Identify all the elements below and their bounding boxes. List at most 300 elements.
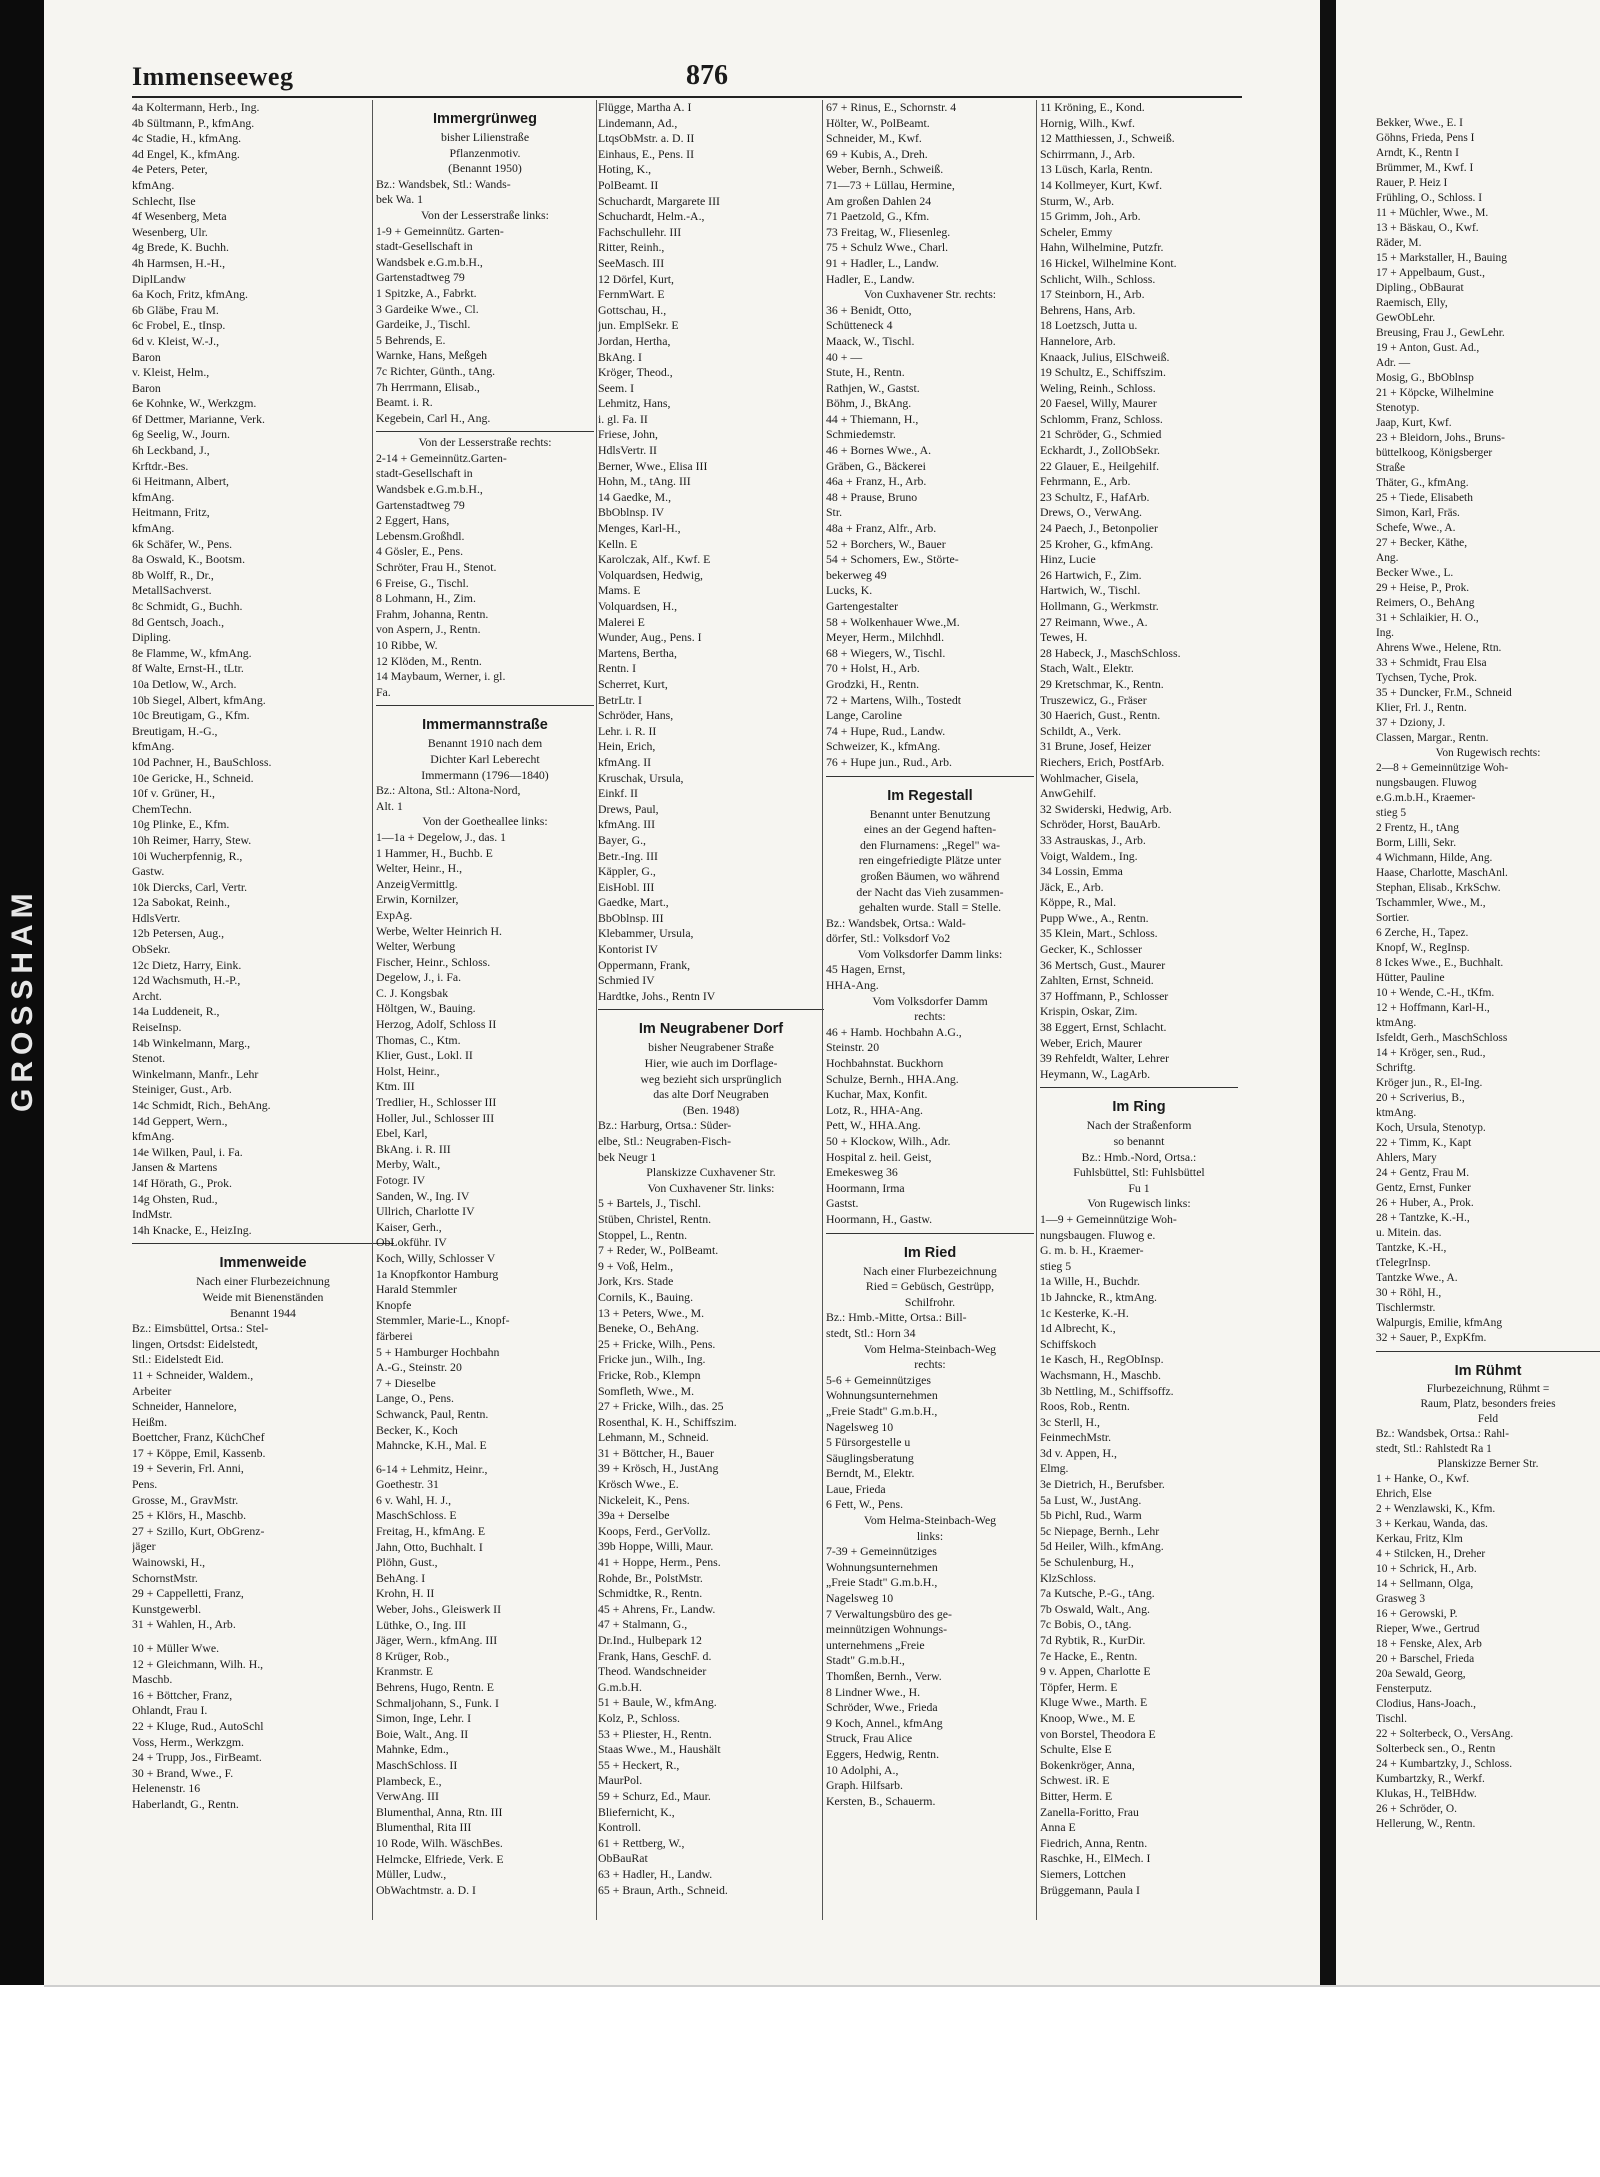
directory-entry: 11 + Schneider, Waldem., [132, 1367, 254, 1382]
directory-entry: 70 + Holst, H., Arb. [826, 661, 920, 676]
directory-entry: Ullrich, Charlotte IV [376, 1204, 475, 1219]
directory-entry: Ang. [1376, 552, 1399, 564]
directory-entry: Gartengestalter [826, 599, 899, 613]
directory-entry: Wainowski, H., [132, 1555, 206, 1570]
directory-entry: Welter, Heinr., H., [376, 861, 463, 876]
directory-entry: Bz.: Wandsbek, Ortsa.: Rahl- [1376, 1428, 1510, 1440]
street-heading: Im Rühmt [1454, 1363, 1522, 1379]
directory-entry: Archt. [132, 988, 162, 1003]
column-4 [826, 100, 1034, 1920]
directory-entry: Gaedke, Mart., [598, 895, 669, 910]
directory-entry: 5d Heiler, Wilh., kfmAng. [1040, 1539, 1164, 1554]
directory-entry: ObWachtmstr. a. D. I [376, 1882, 476, 1897]
directory-entry: 36 + Benidt, Otto, [826, 302, 912, 317]
street-note: Von der Goetheallee links: [422, 814, 548, 829]
directory-entry: Breusing, Frau J., GewLehr. [1376, 327, 1505, 339]
column-3 [598, 100, 824, 1920]
directory-entry: Hollmann, G., Werkmstr. [1040, 599, 1159, 613]
directory-entry: 3e Dietrich, H., Berufsber. [1040, 1477, 1165, 1492]
directory-entry: Steiniger, Gust., Arb. [132, 1082, 232, 1097]
directory-entry: 8c Schmidt, G., Buchh. [132, 599, 243, 613]
directory-entry: Nagelsweg 10 [826, 1591, 894, 1606]
directory-entry: Schuchardt, Margarete III [598, 193, 720, 208]
directory-entry: Heitmann, Fritz, [132, 505, 210, 520]
directory-entry: Pett, W., HHA.Ang. [826, 1118, 921, 1133]
column-divider [1036, 100, 1037, 1920]
column-5 [1040, 100, 1238, 1920]
directory-entry: 1b Jahncke, R., ktmAng. [1040, 1289, 1157, 1304]
directory-entry: FeinmechMstr. [1040, 1430, 1112, 1445]
directory-entry: Meyer, Herm., Milchhdl. [826, 630, 945, 645]
directory-entry: 19 + Severin, Frl. Anni, [132, 1461, 244, 1476]
directory-entry: Ing. [1376, 627, 1395, 639]
directory-entry: 18 Loetzsch, Jutta u. [1040, 318, 1138, 333]
directory-entry: Lucks, K. [826, 583, 873, 598]
directory-entry: 21 Schröder, G., Schmied [1040, 427, 1162, 442]
directory-entry: Malerei E [598, 614, 645, 629]
directory-entry: 19 Schultz, E., Schiffszim. [1040, 365, 1166, 380]
directory-entry: Gentz, Ernst, Funker [1376, 1182, 1471, 1194]
directory-entry: 6d v. Kleist, W.-J., [132, 333, 220, 348]
directory-entry: u. Mitein. das. [1376, 1227, 1442, 1239]
directory-entry: 39a + Derselbe [598, 1508, 670, 1523]
directory-entry: Tantzke Wwe., A. [1376, 1272, 1458, 1284]
directory-entry: Frahm, Johanna, Rentn. [376, 606, 489, 621]
directory-entry: 10 Rode, Wilh. WäschBes. [376, 1835, 503, 1850]
directory-entry: stieg 5 [1376, 807, 1407, 819]
directory-entry: Schneider, Hannelore, [132, 1399, 237, 1414]
directory-entry: 7c Bobis, O., tAng. [1040, 1617, 1132, 1632]
directory-entry: Fricke jun., Wilh., Ing. [598, 1352, 706, 1367]
directory-entry: 53 + Pliester, H., Rentn. [598, 1726, 712, 1741]
directory-entry: HdlsVertr. II [598, 443, 657, 458]
directory-entry: Gartenstadtweg 79 [376, 270, 465, 285]
directory-entry: Schröter, Frau H., Stenot. [376, 560, 497, 575]
directory-entry: BbOblnsp. III [598, 910, 664, 925]
directory-entry: Berndt, M., Elektr. [826, 1466, 915, 1481]
directory-entry: „Freie Stadt" G.m.b.H., [826, 1575, 938, 1590]
directory-entry: Fachschullehr. III [598, 224, 682, 239]
directory-entry: 6g Seelig, W., Journ. [132, 427, 230, 442]
directory-entry: ObLokführ. IV [376, 1235, 447, 1250]
directory-entry: 55 + Heckert, R., [598, 1757, 680, 1772]
directory-entry: 6 v. Wahl, H. J., [376, 1492, 452, 1507]
directory-entry: BkAng. i. R. III [376, 1141, 451, 1156]
directory-entry: 1a Wille, H., Buchdr. [1040, 1274, 1140, 1289]
directory-entry: 32 Swiderski, Hedwig, Arb. [1040, 801, 1172, 816]
directory-entry: kfmAng. [132, 177, 175, 192]
directory-entry: Haase, Charlotte, MaschAnl. [1376, 867, 1508, 879]
directory-entry: C. J. Kongsbak [376, 985, 449, 1000]
directory-entry: LtqsObMstr. a. D. II [598, 131, 695, 146]
directory-entry: 8 Lindner Wwe., H. [826, 1684, 921, 1699]
directory-entry: 35 + Duncker, Fr.M., Schneid [1376, 687, 1512, 699]
directory-entry: 17 + Köppe, Emil, Kassenb. [132, 1445, 266, 1460]
directory-entry: 28 + Tantzke, K.-H., [1376, 1212, 1470, 1224]
directory-entry: Erwin, Kornilzer, [376, 892, 459, 907]
directory-entry: Kolz, P., Schloss. [598, 1710, 680, 1725]
directory-entry: FernmWart. E [598, 287, 665, 302]
street-heading: Immermannstraße [422, 717, 548, 734]
directory-entry: Frühling, O., Schloss. I [1376, 192, 1483, 204]
directory-entry: Hornig, Wilh., Kwf. [1040, 115, 1135, 130]
directory-entry: 13 + Peters, Wwe., M. [598, 1305, 705, 1320]
directory-entry: 71—73 + Lüllau, Hermine, [826, 177, 955, 192]
directory-entry: 6h Leckband, J., [132, 443, 210, 458]
directory-entry: 6c Frobel, E., tInsp. [132, 318, 226, 333]
directory-entry: 1d Albrecht, K., [1040, 1321, 1116, 1336]
directory-entry: 38 Eggert, Ernst, Schlacht. [1040, 1020, 1167, 1035]
directory-entry: 26 Hartwich, F., Zim. [1040, 567, 1142, 582]
directory-entry: 5-6 + Gemeinnütziges [826, 1372, 931, 1387]
directory-entry: 71 Paetzold, G., Kfm. [826, 209, 930, 224]
directory-entry: 46 + Bornes Wwe., A. [826, 443, 932, 458]
directory-entry: 10f v. Grüner, H., [132, 786, 215, 801]
directory-entry: 4 Gösler, E., Pens. [376, 544, 464, 559]
directory-entry: 10c Breutigam, G., Kfm. [132, 708, 250, 723]
directory-entry: Staas Wwe., M., Haushält [598, 1742, 721, 1757]
street-heading: Im Ried [903, 1244, 957, 1261]
directory-entry: Winkelmann, Manfr., Lehr [132, 1066, 259, 1081]
directory-entry: 4b Sültmann, P., kfmAng. [132, 115, 255, 130]
directory-entry: Knaack, Julius, ElSchweiß. [1040, 349, 1170, 364]
directory-entry: Bz.: Hmb.-Mitte, Ortsa.: Bill- [826, 1310, 967, 1325]
directory-entry: Kranmstr. E [376, 1664, 434, 1679]
directory-entry: 26 + Schröder, O. [1376, 1803, 1457, 1815]
directory-entry: 1—9 + Gemeinnützige Woh- [1040, 1211, 1177, 1226]
directory-entry: Mosig, G., BbOblnsp [1376, 372, 1474, 384]
directory-entry: Thomßen, Bernh., Verw. [826, 1669, 942, 1683]
directory-entry: Krösch Wwe., E. [598, 1477, 679, 1492]
directory-entry: meinnützigen Wohnungs- [826, 1622, 948, 1637]
section-rule [1376, 1351, 1600, 1352]
street-heading: Immenweide [219, 1255, 307, 1272]
directory-entry: 2 + Wenzlawski, K., Kfm. [1376, 1503, 1496, 1515]
directory-entry: Bz.: Harburg, Ortsa.: Süder- [598, 1118, 732, 1133]
section-rule [376, 431, 594, 432]
directory-entry: ktmAng. [1376, 1017, 1417, 1029]
directory-entry: Tischlermstr. [1376, 1302, 1436, 1314]
column-divider [596, 100, 597, 1920]
directory-entry: Knoop, Wwe., M. E [1040, 1710, 1136, 1725]
directory-entry: Höltgen, W., Bauing. [376, 1001, 476, 1016]
directory-entry: Flügge, Martha A. I [598, 100, 692, 114]
directory-entry: 7c Richter, Günth., tAng. [376, 363, 496, 378]
directory-entry: Hospital z. heil. Geist, [826, 1149, 932, 1164]
street-note: Flurbezeichnung, Rühmt = [1426, 1383, 1550, 1395]
directory-entry: kfmAng. [132, 489, 175, 504]
directory-entry: SchornstMstr. [132, 1570, 198, 1585]
street-note: Bz.: Hmb.-Nord, Ortsa.: [1081, 1149, 1197, 1164]
directory-entry: Scheler, Emmy [1040, 224, 1113, 239]
directory-entry: Kröger jun., R., El-Ing. [1376, 1077, 1483, 1089]
street-heading: Immergrünweg [433, 111, 537, 127]
directory-entry: 45 + Ahrens, Fr., Landw. [598, 1601, 716, 1616]
directory-entry: Helenenstr. 16 [132, 1781, 201, 1796]
directory-entry: Friese, John, [598, 427, 658, 442]
directory-entry: jun. EmplSekr. E [598, 318, 679, 333]
directory-entry: 44 + Thiemann, H., [826, 411, 919, 426]
directory-entry: 4h Harmsen, H.-H., [132, 255, 226, 270]
directory-entry: Kontorist IV [598, 942, 658, 957]
directory-entry: Hoormann, H., Gastw. [826, 1211, 933, 1226]
directory-entry: 41 + Hoppe, Herm., Pens. [598, 1555, 721, 1570]
directory-entry: 5 Fürsorgestelle u [826, 1435, 911, 1450]
directory-entry: 10k Diercks, Carl, Vertr. [132, 879, 248, 894]
directory-entry: Jahn, Otto, Buchhalt. I [376, 1539, 483, 1554]
directory-entry: Mahnke, Edm., [376, 1742, 449, 1757]
directory-entry: elbe, Stl.: Neugraben-Fisch- [598, 1134, 732, 1148]
directory-entry: Herzog, Adolf, Schloss II [376, 1017, 497, 1032]
directory-entry: 6k Schäfer, W., Pens. [132, 536, 233, 551]
directory-entry: Mams. E [598, 583, 641, 598]
directory-entry: Gecker, K., Schlosser [1040, 942, 1143, 957]
directory-entry: 24 + Kumbartzky, J., Schloss. [1376, 1758, 1513, 1770]
directory-entry: Fa. [376, 684, 391, 699]
directory-entry: 14 Gaedke, M., [598, 489, 672, 504]
directory-entry: Jork, Krs. Stade [598, 1274, 674, 1289]
directory-entry: Bokenkröger, Anna, [1040, 1757, 1135, 1772]
directory-entry: Hein, Erich, [598, 739, 656, 754]
directory-entry: Schröder, Hans, [598, 708, 674, 723]
directory-entry: Emekesweg 36 [826, 1165, 898, 1180]
directory-entry: Ahlers, Mary [1376, 1152, 1437, 1164]
directory-entry: Stephan, Elisab., KrkSchw. [1376, 882, 1501, 894]
directory-entry: 10 Adolphi, A., [826, 1762, 899, 1777]
directory-entry: 6e Kohnke, W., Werkzgm. [132, 396, 257, 411]
directory-entry: Werbe, Welter Heinrich H. [376, 923, 502, 938]
directory-entry: Oppermann, Frank, [598, 957, 691, 972]
directory-entry: 29 + Cappelletti, Franz, [132, 1586, 244, 1601]
directory-entry: bek Wa. 1 [376, 192, 423, 207]
street-note: Fu 1 [1128, 1180, 1150, 1195]
directory-entry: Hochbahnstat. Buckhorn [826, 1056, 944, 1071]
directory-entry: Gastst. [826, 1196, 859, 1211]
directory-entry: Rieper, Wwe., Gertrud [1376, 1623, 1480, 1635]
directory-entry: Boettcher, Franz, KüchChef [132, 1430, 265, 1445]
directory-entry: 20 + Scriverius, B., [1376, 1092, 1465, 1104]
directory-entry: 1a Knopfkontor Hamburg [376, 1266, 499, 1281]
directory-entry: 31 + Böttcher, H., Bauer [598, 1445, 714, 1460]
directory-entry: Simon, Karl, Fräs. [1376, 507, 1460, 519]
directory-entry: KlzSchloss. [1040, 1570, 1097, 1585]
directory-entry: Bz.: Wandsbek, Ortsa.: Wald- [826, 915, 966, 930]
directory-entry: 74 + Hupe, Rud., Landw. [826, 723, 946, 738]
directory-entry: 7a Kutsche, P.-G., tAng. [1040, 1586, 1155, 1601]
directory-entry: 5e Schulenburg, H., [1040, 1555, 1134, 1570]
directory-entry: Blumenthal, Rita III [376, 1820, 472, 1835]
header-rule [132, 96, 1242, 98]
directory-entry: 20 + Barschel, Frieda [1376, 1653, 1475, 1665]
directory-entry: Lüthke, O., Ing. III [376, 1617, 467, 1632]
street-note: eines an der Gegend haften- [863, 822, 997, 837]
street-note: Nach der Straßenform [1086, 1118, 1192, 1133]
directory-entry: 29 + Heise, P., Prok. [1376, 582, 1470, 594]
directory-entry: 16 Hickel, Wilhelmine Kont. [1040, 255, 1177, 270]
directory-entry: 32 + Sauer, P., ExpKfm. [1376, 1332, 1487, 1344]
directory-entry: Schmied IV [598, 973, 655, 988]
directory-entry: ObSekr. [132, 942, 171, 957]
directory-entry: 33 + Schmidt, Frau Elsa [1376, 657, 1487, 669]
street-note: rechts: [914, 1009, 946, 1024]
directory-entry: Elmg. [1040, 1461, 1069, 1476]
directory-entry: 14f Hörath, G., Prok. [132, 1175, 232, 1190]
street-heading: Im Ring [1112, 1099, 1166, 1116]
directory-entry: ObBauRat [598, 1851, 648, 1866]
directory-entry: i. gl. Fa. II [598, 411, 648, 426]
directory-entry: 4d Engel, K., kfmAng. [132, 146, 240, 161]
directory-entry: Degelow, J., i. Fa. [376, 970, 462, 985]
directory-entry: Bz.: Altona, Stl.: Altona-Nord, [376, 783, 521, 798]
directory-entry: BehAng. I [376, 1570, 426, 1585]
directory-entry: Jäck, E., Arb. [1040, 879, 1104, 894]
directory-entry: MetallSachverst. [132, 583, 212, 598]
directory-entry: 8 Lohmann, H., Zim. [376, 591, 476, 606]
directory-entry: 12 Dörfel, Kurt, [598, 271, 675, 286]
directory-entry: Theod. Wandschneider [598, 1664, 707, 1679]
directory-entry: 7 Verwaltungsbüro des ge- [826, 1606, 952, 1621]
street-note: Von Rugewisch rechts: [1435, 747, 1541, 759]
directory-entry: Ritter, Reinh., [598, 240, 665, 255]
directory-entry: 35 Klein, Mart., Schloss. [1040, 926, 1158, 941]
directory-entry: BkAng. I [598, 349, 642, 364]
directory-entry: 7-39 + Gemeinnütziges [826, 1544, 937, 1559]
section-rule [376, 705, 594, 706]
directory-entry: Scherret, Kurt, [598, 676, 668, 691]
directory-entry: Sortier. [1376, 912, 1410, 924]
directory-entry: Räder, M. [1376, 237, 1422, 249]
street-note: Feld [1477, 1413, 1499, 1425]
directory-entry: HHA-Ang. [826, 978, 879, 993]
street-note: Vom Volksdorfer Damm [872, 993, 988, 1008]
directory-entry: Schuchardt, Helm.-A., [598, 209, 705, 224]
directory-entry: Brüggemann, Paula I [1040, 1882, 1140, 1897]
directory-entry: 50 + Klockow, Wilh., Adr. [826, 1134, 951, 1148]
directory-entry: 2-14 + Gemeinnütz.Garten- [376, 450, 507, 465]
directory-entry: 37 + Dziony, J. [1376, 717, 1446, 729]
directory-entry: 10 Ribbe, W. [376, 638, 438, 652]
directory-entry: 16 + Böttcher, Franz, [132, 1687, 233, 1702]
directory-entry: ChemTechn. [132, 801, 192, 816]
street-note: Von der Lesserstraße links: [421, 207, 549, 222]
directory-entry: 1c Kesterke, K.-H. [1040, 1305, 1129, 1320]
directory-entry: 3c Sterll, H., [1040, 1414, 1100, 1429]
directory-entry: 30 + Röhl, H., [1376, 1287, 1442, 1299]
directory-entry: dörfer, Stl.: Volksdorf Vo2 [826, 931, 951, 946]
directory-entry: Straße [1376, 462, 1406, 474]
directory-entry: ExpAg. [376, 907, 413, 922]
directory-entry: 31 Brune, Josef, Heizer [1040, 739, 1152, 754]
left-black-margin [0, 0, 44, 1985]
directory-entry: HdlsVertr. [132, 910, 181, 925]
spacer [376, 1454, 594, 1462]
directory-entry: 68 + Wiegers, W., Tischl. [826, 645, 946, 660]
directory-entry: 3 + Kerkau, Wanda, das. [1376, 1518, 1488, 1530]
street-note: Nach einer Flurbezeichnung [863, 1263, 997, 1278]
directory-entry: Schirrmann, J., Arb. [1040, 146, 1136, 161]
street-note: rechts: [914, 1357, 946, 1372]
directory-entry: 10h Reimer, Harry, Stew. [132, 832, 252, 847]
directory-entry: 12d Wachsmuth, H.-P., [132, 973, 241, 988]
directory-entry: 75 + Schulz Wwe., Charl. [826, 240, 949, 255]
directory-entry: 14g Ohsten, Rud., [132, 1191, 218, 1206]
directory-entry: SeeMasch. III [598, 255, 665, 270]
directory-entry: Hölter, W., PolBeamt. [826, 115, 930, 130]
directory-entry: Fischer, Heinr., Schloss. [376, 954, 491, 969]
directory-entry: IndMstr. [132, 1207, 173, 1222]
directory-entry: 10 + Wende, C.-H., tKfm. [1376, 987, 1495, 999]
directory-entry: Wesenberg, Ulr. [132, 224, 208, 239]
directory-entry: 4 Wichmann, Hilde, Ang. [1376, 852, 1493, 864]
directory-entry: Baron [132, 380, 161, 395]
directory-entry: 16 + Gerowski, P. [1376, 1608, 1458, 1620]
directory-entry: Hannelore, Arb. [1040, 333, 1116, 348]
directory-entry: Merby, Walt., [376, 1157, 441, 1172]
directory-entry: Kumbartzky, R., Werkf. [1376, 1773, 1485, 1785]
directory-entry: 12 + Gleichmann, Wilh. H., [132, 1656, 264, 1671]
directory-entry: 12 Matthiessen, J., Schweiß. [1040, 131, 1175, 146]
directory-entry: Lange, O., Pens. [376, 1391, 454, 1406]
directory-entry: Bliefernicht, K., [598, 1804, 675, 1819]
directory-entry: Graph. Hilfsarb. [826, 1778, 903, 1793]
directory-entry: Schröder, Wwe., Frieda [826, 1700, 938, 1715]
street-note: (Benannt 1950) [448, 161, 522, 176]
directory-entry: Hellerung, W., Rentn. [1376, 1818, 1476, 1830]
directory-entry: Thomas, C., Ktm. [376, 1032, 461, 1047]
directory-entry: 6i Heitmann, Albert, [132, 474, 229, 489]
directory-entry: Stach, Walt., Elektr. [1040, 661, 1134, 676]
directory-entry: 25 Kroher, G., kfmAng. [1040, 536, 1154, 551]
directory-entry: Kerkau, Fritz, Klm [1376, 1533, 1463, 1545]
page-header-street: Immenseeweg [132, 62, 294, 91]
directory-entry: 1—1a + Degelow, J., das. 1 [376, 829, 507, 844]
directory-entry: 14e Wilken, Paul, i. Fa. [132, 1144, 243, 1159]
directory-entry: Wohlmacher, Gisela, [1040, 770, 1139, 785]
street-note: Vom Helma-Steinbach-Weg [863, 1341, 997, 1356]
directory-entry: Weber, Johs., Gleiswerk II [376, 1602, 502, 1617]
directory-entry: Isfeldt, Gerh., MaschSchloss [1376, 1032, 1508, 1044]
street-note: Dichter Karl Leberecht [430, 751, 540, 766]
directory-entry: 8f Walte, Ernst-H., tLtr. [132, 661, 244, 676]
directory-entry: Tredlier, H., Schlosser III [376, 1095, 497, 1110]
directory-entry: 8 Ickes Wwe., E., Buchhalt. [1376, 957, 1504, 969]
directory-entry: Berner, Wwe., Elisa III [598, 458, 708, 473]
directory-entry: 1 + Hanke, O., Kwf. [1376, 1473, 1470, 1485]
directory-entry: Hoormann, Irma [826, 1180, 905, 1195]
directory-entry: Frank, Hans, GeschF. d. [598, 1648, 712, 1663]
directory-entry: Heißm. [132, 1414, 168, 1429]
directory-entry: 9 v. Appen, Charlotte E [1040, 1664, 1151, 1679]
directory-entry: Baron [132, 349, 161, 364]
directory-entry: Pens. [132, 1477, 158, 1492]
directory-entry: 65 + Braun, Arth., Schneid. [598, 1882, 728, 1897]
directory-entry: 27 Reimann, Wwe., A. [1040, 614, 1148, 629]
directory-entry: Jordan, Hertha, [598, 333, 671, 348]
directory-entry: Ehrich, Else [1376, 1488, 1432, 1500]
directory-entry: AnzeigVermittlg. [376, 876, 458, 891]
directory-entry: Einkf. II [598, 786, 638, 801]
directory-entry: Stute, H., Rentn. [826, 365, 905, 380]
street-note: Benannt 1910 nach dem [427, 736, 543, 751]
directory-entry: Krispin, Oskar, Zim. [1040, 1004, 1138, 1019]
directory-entry: 2 Frentz, H., tAng [1376, 822, 1459, 834]
directory-entry: 6-14 + Lehmitz, Heinr., [376, 1461, 488, 1476]
directory-entry: 22 + Timm, K., Kapt [1376, 1137, 1472, 1149]
directory-entry: Beneke, O., BehAng. [598, 1321, 699, 1336]
directory-entry: nungsbaugen. Fluwog [1376, 777, 1477, 789]
directory-entry: Siemers, Lottchen [1040, 1866, 1126, 1881]
directory-entry: Holst, Heinr., [376, 1063, 440, 1078]
